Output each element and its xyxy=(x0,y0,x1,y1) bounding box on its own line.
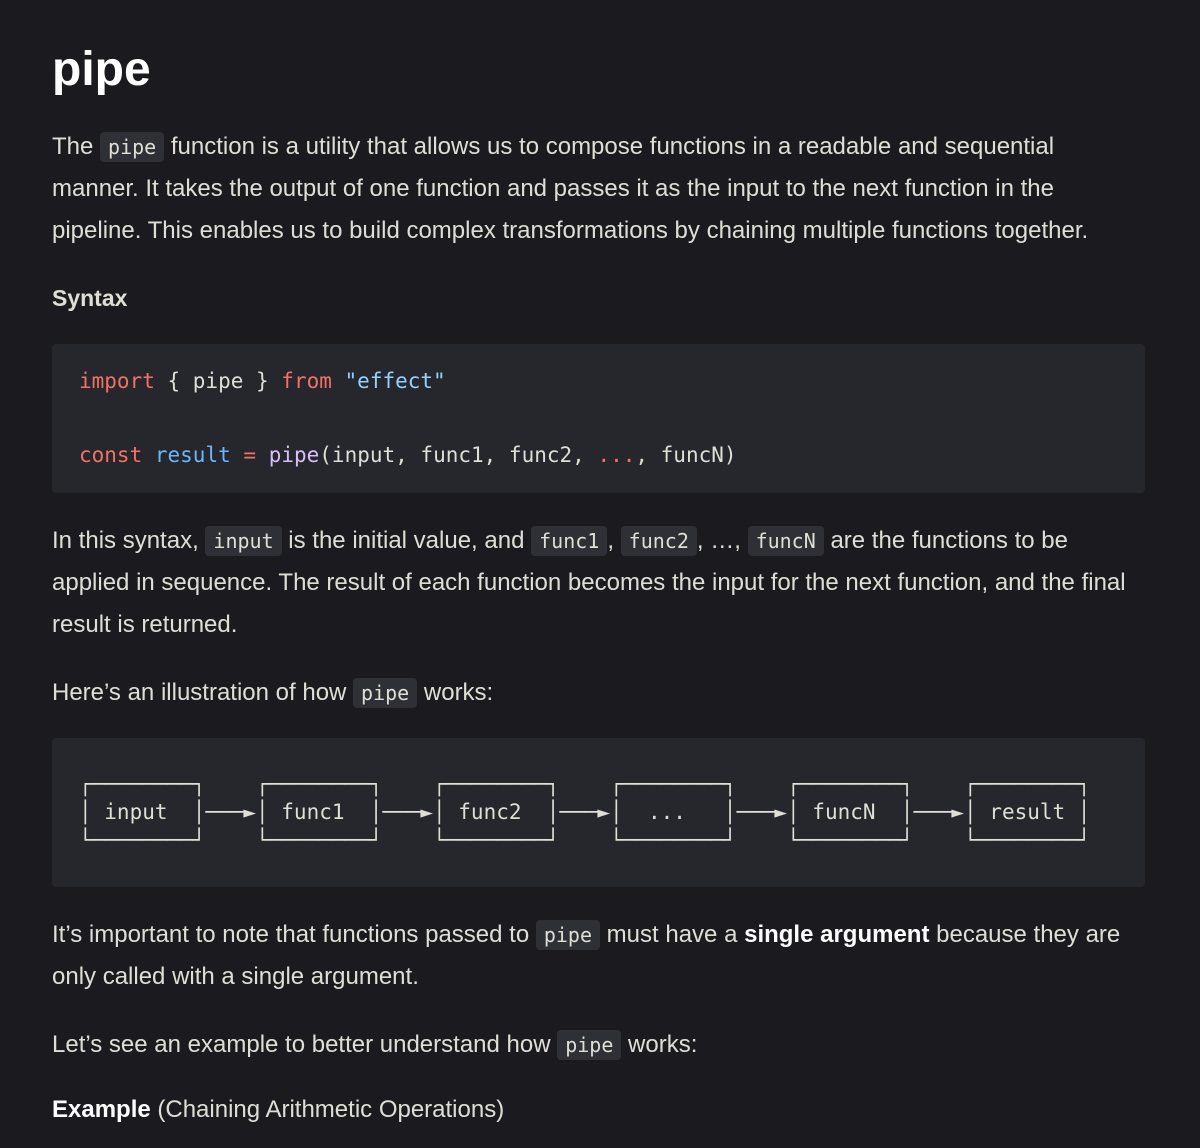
explain-text-1: In this syntax, xyxy=(52,527,206,554)
space xyxy=(332,369,345,393)
inline-code-pipe: pipe xyxy=(100,132,164,162)
explain-text-5: are the functions to be applied in sequence. The result of each function becomes the input for the next function, and the final result is returned. xyxy=(52,527,1126,638)
inline-code-func1: func1 xyxy=(531,526,607,556)
keyword-const: const xyxy=(79,443,143,467)
args-part-a: (input, func1, func2, xyxy=(319,443,598,467)
example-subtitle: (Chaining Arithmetic Operations) xyxy=(150,1096,505,1123)
diagram-row-mid: │ input │───►│ func1 │───►│ func2 │───►│ ... │───►│ funcN │───►│ result │ xyxy=(79,800,1091,824)
keyword-from: from xyxy=(281,369,332,393)
variable-result: result xyxy=(154,443,231,467)
page-title: pipe xyxy=(52,43,151,96)
args-part-b: , funcN) xyxy=(635,443,737,467)
explain-text-4: , …, xyxy=(696,527,748,554)
operator-equals: = xyxy=(243,443,257,467)
explain-text-2: is the initial value, and xyxy=(281,527,532,554)
ellipsis-operator: ... xyxy=(597,443,636,467)
inline-code-func2: func2 xyxy=(621,526,697,556)
note-paragraph xyxy=(52,914,1147,998)
inline-code-pipe: pipe xyxy=(536,920,600,950)
import-braces: { pipe } xyxy=(154,369,282,393)
inline-code-funcN: funcN xyxy=(748,526,824,556)
module-string: "effect" xyxy=(344,369,446,393)
syntax-code-block xyxy=(52,344,1145,493)
space xyxy=(256,443,269,467)
space xyxy=(142,443,155,467)
explain-text-3: , xyxy=(607,527,621,554)
diagram-row-top: ┌────────┐ ┌────────┐ ┌────────┐ ┌────────┐ ┌────────┐ ┌────────┐ xyxy=(79,772,1091,796)
example-heading xyxy=(52,1092,504,1128)
note-text-2: must have a xyxy=(600,921,745,948)
diagram-row-bottom: └────────┘ └────────┘ └────────┘ └────────┘ └────────┘ └────────┘ xyxy=(79,828,1091,852)
inline-code-pipe: pipe xyxy=(557,1030,621,1060)
note-text-3: because they are only called with a single argument. xyxy=(52,921,1121,990)
intro-text-1: The xyxy=(52,133,101,160)
code-line-import xyxy=(79,366,446,396)
example-label: Example xyxy=(52,1096,151,1123)
function-pipe: pipe xyxy=(268,443,320,467)
example-intro-text-2: works: xyxy=(621,1031,698,1058)
intro-paragraph xyxy=(52,126,1147,252)
illustration-paragraph xyxy=(52,672,1147,714)
inline-code-input: input xyxy=(205,526,281,556)
note-text-1: It’s important to note that functions passed to xyxy=(52,921,536,948)
explain-paragraph xyxy=(52,520,1147,646)
illustration-text-2: works: xyxy=(417,679,494,706)
inline-code-pipe: pipe xyxy=(353,678,417,708)
keyword-import: import xyxy=(79,369,155,393)
example-intro-text-1: Let’s see an example to better understand how xyxy=(52,1031,558,1058)
intro-text-2: function is a utility that allows us to compose functions in a readable and sequential manner. It takes the output of one function and passes it as the input to the next function in the pipeline. This enables us to build complex transformations by chaining multiple functions together. xyxy=(52,133,1089,244)
single-argument-emphasis: single argument xyxy=(744,921,930,948)
syntax-heading: Syntax xyxy=(52,285,128,311)
illustration-text-1: Here’s an illustration of how xyxy=(52,679,354,706)
example-intro-paragraph xyxy=(52,1024,1147,1066)
pipe-diagram-block xyxy=(52,738,1145,887)
code-line-const xyxy=(79,440,737,470)
space xyxy=(231,443,244,467)
